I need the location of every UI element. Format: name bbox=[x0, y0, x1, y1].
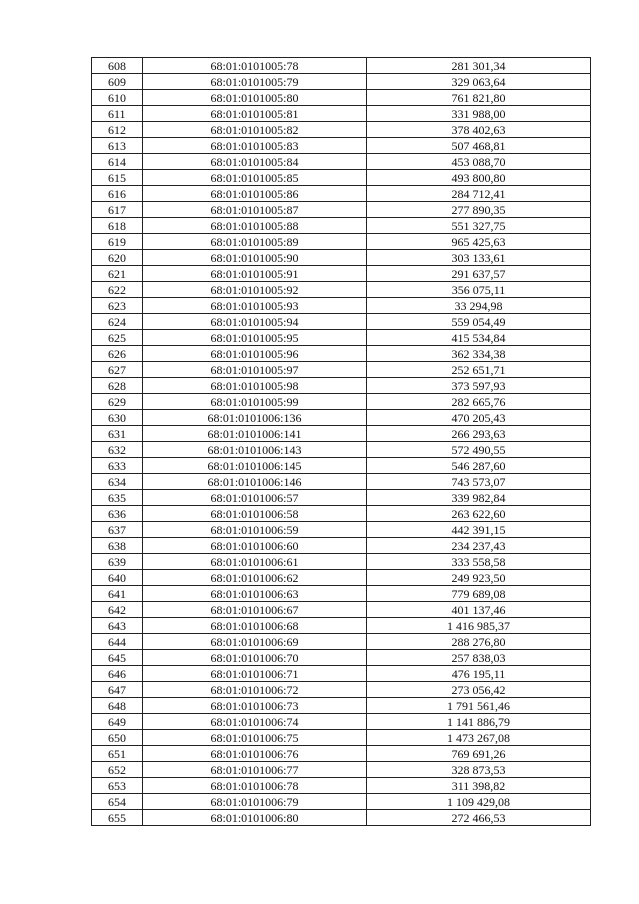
cadastral-value: 559 054,49 bbox=[367, 314, 591, 330]
cadastral-number: 68:01:0101006:63 bbox=[143, 586, 367, 602]
cadastral-value: 546 287,60 bbox=[367, 458, 591, 474]
table-row bbox=[92, 234, 591, 250]
table-row bbox=[92, 394, 591, 410]
table-row bbox=[92, 170, 591, 186]
cadastral-value: 356 075,11 bbox=[367, 282, 591, 298]
row-number: 654 bbox=[92, 794, 143, 810]
row-number: 644 bbox=[92, 634, 143, 650]
cadastral-value: 282 665,76 bbox=[367, 394, 591, 410]
cadastral-value: 373 597,93 bbox=[367, 378, 591, 394]
cadastral-number: 68:01:0101005:97 bbox=[143, 362, 367, 378]
cadastral-value: 311 398,82 bbox=[367, 778, 591, 794]
row-number: 635 bbox=[92, 490, 143, 506]
cadastral-value: 263 622,60 bbox=[367, 506, 591, 522]
cadastral-number: 68:01:0101005:78 bbox=[143, 58, 367, 74]
table-row bbox=[92, 602, 591, 618]
cadastral-value: 1 791 561,46 bbox=[367, 698, 591, 714]
row-number: 626 bbox=[92, 346, 143, 362]
cadastral-number: 68:01:0101006:136 bbox=[143, 410, 367, 426]
cadastral-value: 1 109 429,08 bbox=[367, 794, 591, 810]
cadastral-number: 68:01:0101005:89 bbox=[143, 234, 367, 250]
table-row bbox=[92, 682, 591, 698]
table-row bbox=[92, 522, 591, 538]
row-number: 646 bbox=[92, 666, 143, 682]
cadastral-value: 328 873,53 bbox=[367, 762, 591, 778]
cadastral-value: 1 416 985,37 bbox=[367, 618, 591, 634]
table-row bbox=[92, 490, 591, 506]
cadastral-value: 281 301,34 bbox=[367, 58, 591, 74]
table-row bbox=[92, 442, 591, 458]
cadastral-value: 362 334,38 bbox=[367, 346, 591, 362]
row-number: 611 bbox=[92, 106, 143, 122]
table-row bbox=[92, 666, 591, 682]
cadastral-number: 68:01:0101005:87 bbox=[143, 202, 367, 218]
cadastral-number: 68:01:0101006:59 bbox=[143, 522, 367, 538]
table-row bbox=[92, 778, 591, 794]
cadastral-number: 68:01:0101006:60 bbox=[143, 538, 367, 554]
cadastral-value: 1 141 886,79 bbox=[367, 714, 591, 730]
cadastral-value: 272 466,53 bbox=[367, 810, 591, 826]
table-row bbox=[92, 90, 591, 106]
table-row bbox=[92, 618, 591, 634]
cadastral-value: 415 534,84 bbox=[367, 330, 591, 346]
table-row bbox=[92, 250, 591, 266]
row-number: 636 bbox=[92, 506, 143, 522]
row-number: 645 bbox=[92, 650, 143, 666]
cadastral-value: 288 276,80 bbox=[367, 634, 591, 650]
cadastral-value: 331 988,00 bbox=[367, 106, 591, 122]
cadastral-number: 68:01:0101005:93 bbox=[143, 298, 367, 314]
cadastral-value: 333 558,58 bbox=[367, 554, 591, 570]
cadastral-value: 33 294,98 bbox=[367, 298, 591, 314]
cadastral-value: 234 237,43 bbox=[367, 538, 591, 554]
cadastral-number: 68:01:0101006:145 bbox=[143, 458, 367, 474]
table-row bbox=[92, 554, 591, 570]
cadastral-number: 68:01:0101006:73 bbox=[143, 698, 367, 714]
table-row bbox=[92, 106, 591, 122]
cadastral-number: 68:01:0101005:84 bbox=[143, 154, 367, 170]
cadastral-value: 1 473 267,08 bbox=[367, 730, 591, 746]
row-number: 648 bbox=[92, 698, 143, 714]
cadastral-number: 68:01:0101006:62 bbox=[143, 570, 367, 586]
cadastral-value: 378 402,63 bbox=[367, 122, 591, 138]
table-row bbox=[92, 794, 591, 810]
cadastral-value: 401 137,46 bbox=[367, 602, 591, 618]
cadastral-value: 572 490,55 bbox=[367, 442, 591, 458]
row-number: 619 bbox=[92, 234, 143, 250]
row-number: 639 bbox=[92, 554, 143, 570]
row-number: 642 bbox=[92, 602, 143, 618]
row-number: 643 bbox=[92, 618, 143, 634]
table-row bbox=[92, 410, 591, 426]
cadastral-value: 266 293,63 bbox=[367, 426, 591, 442]
cadastral-value: 470 205,43 bbox=[367, 410, 591, 426]
cadastral-number: 68:01:0101005:82 bbox=[143, 122, 367, 138]
row-number: 608 bbox=[92, 58, 143, 74]
cadastral-number: 68:01:0101005:81 bbox=[143, 106, 367, 122]
row-number: 621 bbox=[92, 266, 143, 282]
row-number: 623 bbox=[92, 298, 143, 314]
cadastral-number: 68:01:0101006:74 bbox=[143, 714, 367, 730]
cadastral-number: 68:01:0101005:88 bbox=[143, 218, 367, 234]
cadastral-number: 68:01:0101006:68 bbox=[143, 618, 367, 634]
table-row bbox=[92, 474, 591, 490]
cadastral-number: 68:01:0101006:78 bbox=[143, 778, 367, 794]
cadastral-number: 68:01:0101006:143 bbox=[143, 442, 367, 458]
cadastral-number: 68:01:0101005:79 bbox=[143, 74, 367, 90]
table-row bbox=[92, 634, 591, 650]
table-row bbox=[92, 762, 591, 778]
row-number: 616 bbox=[92, 186, 143, 202]
row-number: 653 bbox=[92, 778, 143, 794]
table-body bbox=[92, 58, 591, 826]
cadastral-value: 277 890,35 bbox=[367, 202, 591, 218]
table-row bbox=[92, 362, 591, 378]
cadastral-value: 507 468,81 bbox=[367, 138, 591, 154]
row-number: 628 bbox=[92, 378, 143, 394]
row-number: 622 bbox=[92, 282, 143, 298]
row-number: 612 bbox=[92, 122, 143, 138]
cadastral-value: 965 425,63 bbox=[367, 234, 591, 250]
cadastral-number: 68:01:0101006:58 bbox=[143, 506, 367, 522]
cadastral-number: 68:01:0101005:85 bbox=[143, 170, 367, 186]
cadastral-number: 68:01:0101005:94 bbox=[143, 314, 367, 330]
table-row bbox=[92, 698, 591, 714]
cadastral-number: 68:01:0101005:80 bbox=[143, 90, 367, 106]
table-row bbox=[92, 74, 591, 90]
row-number: 609 bbox=[92, 74, 143, 90]
table-row bbox=[92, 730, 591, 746]
row-number: 625 bbox=[92, 330, 143, 346]
cadastral-value: 779 689,08 bbox=[367, 586, 591, 602]
table-row bbox=[92, 154, 591, 170]
table-row bbox=[92, 746, 591, 762]
cadastral-value: 284 712,41 bbox=[367, 186, 591, 202]
cadastral-value-table bbox=[91, 57, 591, 826]
cadastral-value: 453 088,70 bbox=[367, 154, 591, 170]
cadastral-number: 68:01:0101006:79 bbox=[143, 794, 367, 810]
row-number: 618 bbox=[92, 218, 143, 234]
table-row bbox=[92, 266, 591, 282]
table-row bbox=[92, 570, 591, 586]
table-row bbox=[92, 218, 591, 234]
cadastral-number: 68:01:0101006:71 bbox=[143, 666, 367, 682]
table-row bbox=[92, 650, 591, 666]
table-row bbox=[92, 314, 591, 330]
row-number: 652 bbox=[92, 762, 143, 778]
row-number: 620 bbox=[92, 250, 143, 266]
row-number: 630 bbox=[92, 410, 143, 426]
table-row bbox=[92, 346, 591, 362]
cadastral-value: 743 573,07 bbox=[367, 474, 591, 490]
cadastral-value: 476 195,11 bbox=[367, 666, 591, 682]
row-number: 655 bbox=[92, 810, 143, 826]
row-number: 634 bbox=[92, 474, 143, 490]
cadastral-number: 68:01:0101006:80 bbox=[143, 810, 367, 826]
cadastral-number: 68:01:0101006:57 bbox=[143, 490, 367, 506]
table-row bbox=[92, 586, 591, 602]
cadastral-value: 291 637,57 bbox=[367, 266, 591, 282]
cadastral-number: 68:01:0101006:67 bbox=[143, 602, 367, 618]
row-number: 617 bbox=[92, 202, 143, 218]
table-row bbox=[92, 810, 591, 826]
row-number: 633 bbox=[92, 458, 143, 474]
cadastral-number: 68:01:0101005:92 bbox=[143, 282, 367, 298]
table-row bbox=[92, 122, 591, 138]
cadastral-number: 68:01:0101006:146 bbox=[143, 474, 367, 490]
cadastral-number: 68:01:0101006:77 bbox=[143, 762, 367, 778]
table-row bbox=[92, 186, 591, 202]
table-row bbox=[92, 202, 591, 218]
cadastral-number: 68:01:0101005:91 bbox=[143, 266, 367, 282]
row-number: 647 bbox=[92, 682, 143, 698]
table-row bbox=[92, 538, 591, 554]
table-row bbox=[92, 506, 591, 522]
cadastral-number: 68:01:0101005:99 bbox=[143, 394, 367, 410]
table-row bbox=[92, 714, 591, 730]
row-number: 631 bbox=[92, 426, 143, 442]
row-number: 637 bbox=[92, 522, 143, 538]
cadastral-number: 68:01:0101006:69 bbox=[143, 634, 367, 650]
cadastral-value: 761 821,80 bbox=[367, 90, 591, 106]
table-row bbox=[92, 58, 591, 74]
cadastral-value: 329 063,64 bbox=[367, 74, 591, 90]
cadastral-value: 252 651,71 bbox=[367, 362, 591, 378]
row-number: 610 bbox=[92, 90, 143, 106]
row-number: 627 bbox=[92, 362, 143, 378]
cadastral-number: 68:01:0101006:75 bbox=[143, 730, 367, 746]
cadastral-number: 68:01:0101006:141 bbox=[143, 426, 367, 442]
table-row bbox=[92, 330, 591, 346]
table-row bbox=[92, 378, 591, 394]
cadastral-number: 68:01:0101006:76 bbox=[143, 746, 367, 762]
cadastral-value: 249 923,50 bbox=[367, 570, 591, 586]
cadastral-value: 273 056,42 bbox=[367, 682, 591, 698]
row-number: 640 bbox=[92, 570, 143, 586]
cadastral-value: 551 327,75 bbox=[367, 218, 591, 234]
row-number: 649 bbox=[92, 714, 143, 730]
row-number: 650 bbox=[92, 730, 143, 746]
cadastral-number: 68:01:0101005:98 bbox=[143, 378, 367, 394]
row-number: 651 bbox=[92, 746, 143, 762]
cadastral-number: 68:01:0101005:90 bbox=[143, 250, 367, 266]
cadastral-number: 68:01:0101005:96 bbox=[143, 346, 367, 362]
cadastral-number: 68:01:0101005:86 bbox=[143, 186, 367, 202]
cadastral-value: 257 838,03 bbox=[367, 650, 591, 666]
row-number: 641 bbox=[92, 586, 143, 602]
cadastral-value: 493 800,80 bbox=[367, 170, 591, 186]
table-row bbox=[92, 426, 591, 442]
row-number: 638 bbox=[92, 538, 143, 554]
row-number: 624 bbox=[92, 314, 143, 330]
row-number: 632 bbox=[92, 442, 143, 458]
row-number: 613 bbox=[92, 138, 143, 154]
row-number: 629 bbox=[92, 394, 143, 410]
cadastral-value: 339 982,84 bbox=[367, 490, 591, 506]
cadastral-value: 442 391,15 bbox=[367, 522, 591, 538]
table-row bbox=[92, 282, 591, 298]
cadastral-number: 68:01:0101006:61 bbox=[143, 554, 367, 570]
cadastral-value: 303 133,61 bbox=[367, 250, 591, 266]
table-row bbox=[92, 298, 591, 314]
cadastral-number: 68:01:0101006:72 bbox=[143, 682, 367, 698]
cadastral-number: 68:01:0101006:70 bbox=[143, 650, 367, 666]
cadastral-number: 68:01:0101005:95 bbox=[143, 330, 367, 346]
row-number: 615 bbox=[92, 170, 143, 186]
table-row bbox=[92, 458, 591, 474]
cadastral-value: 769 691,26 bbox=[367, 746, 591, 762]
row-number: 614 bbox=[92, 154, 143, 170]
table-row bbox=[92, 138, 591, 154]
cadastral-number: 68:01:0101005:83 bbox=[143, 138, 367, 154]
